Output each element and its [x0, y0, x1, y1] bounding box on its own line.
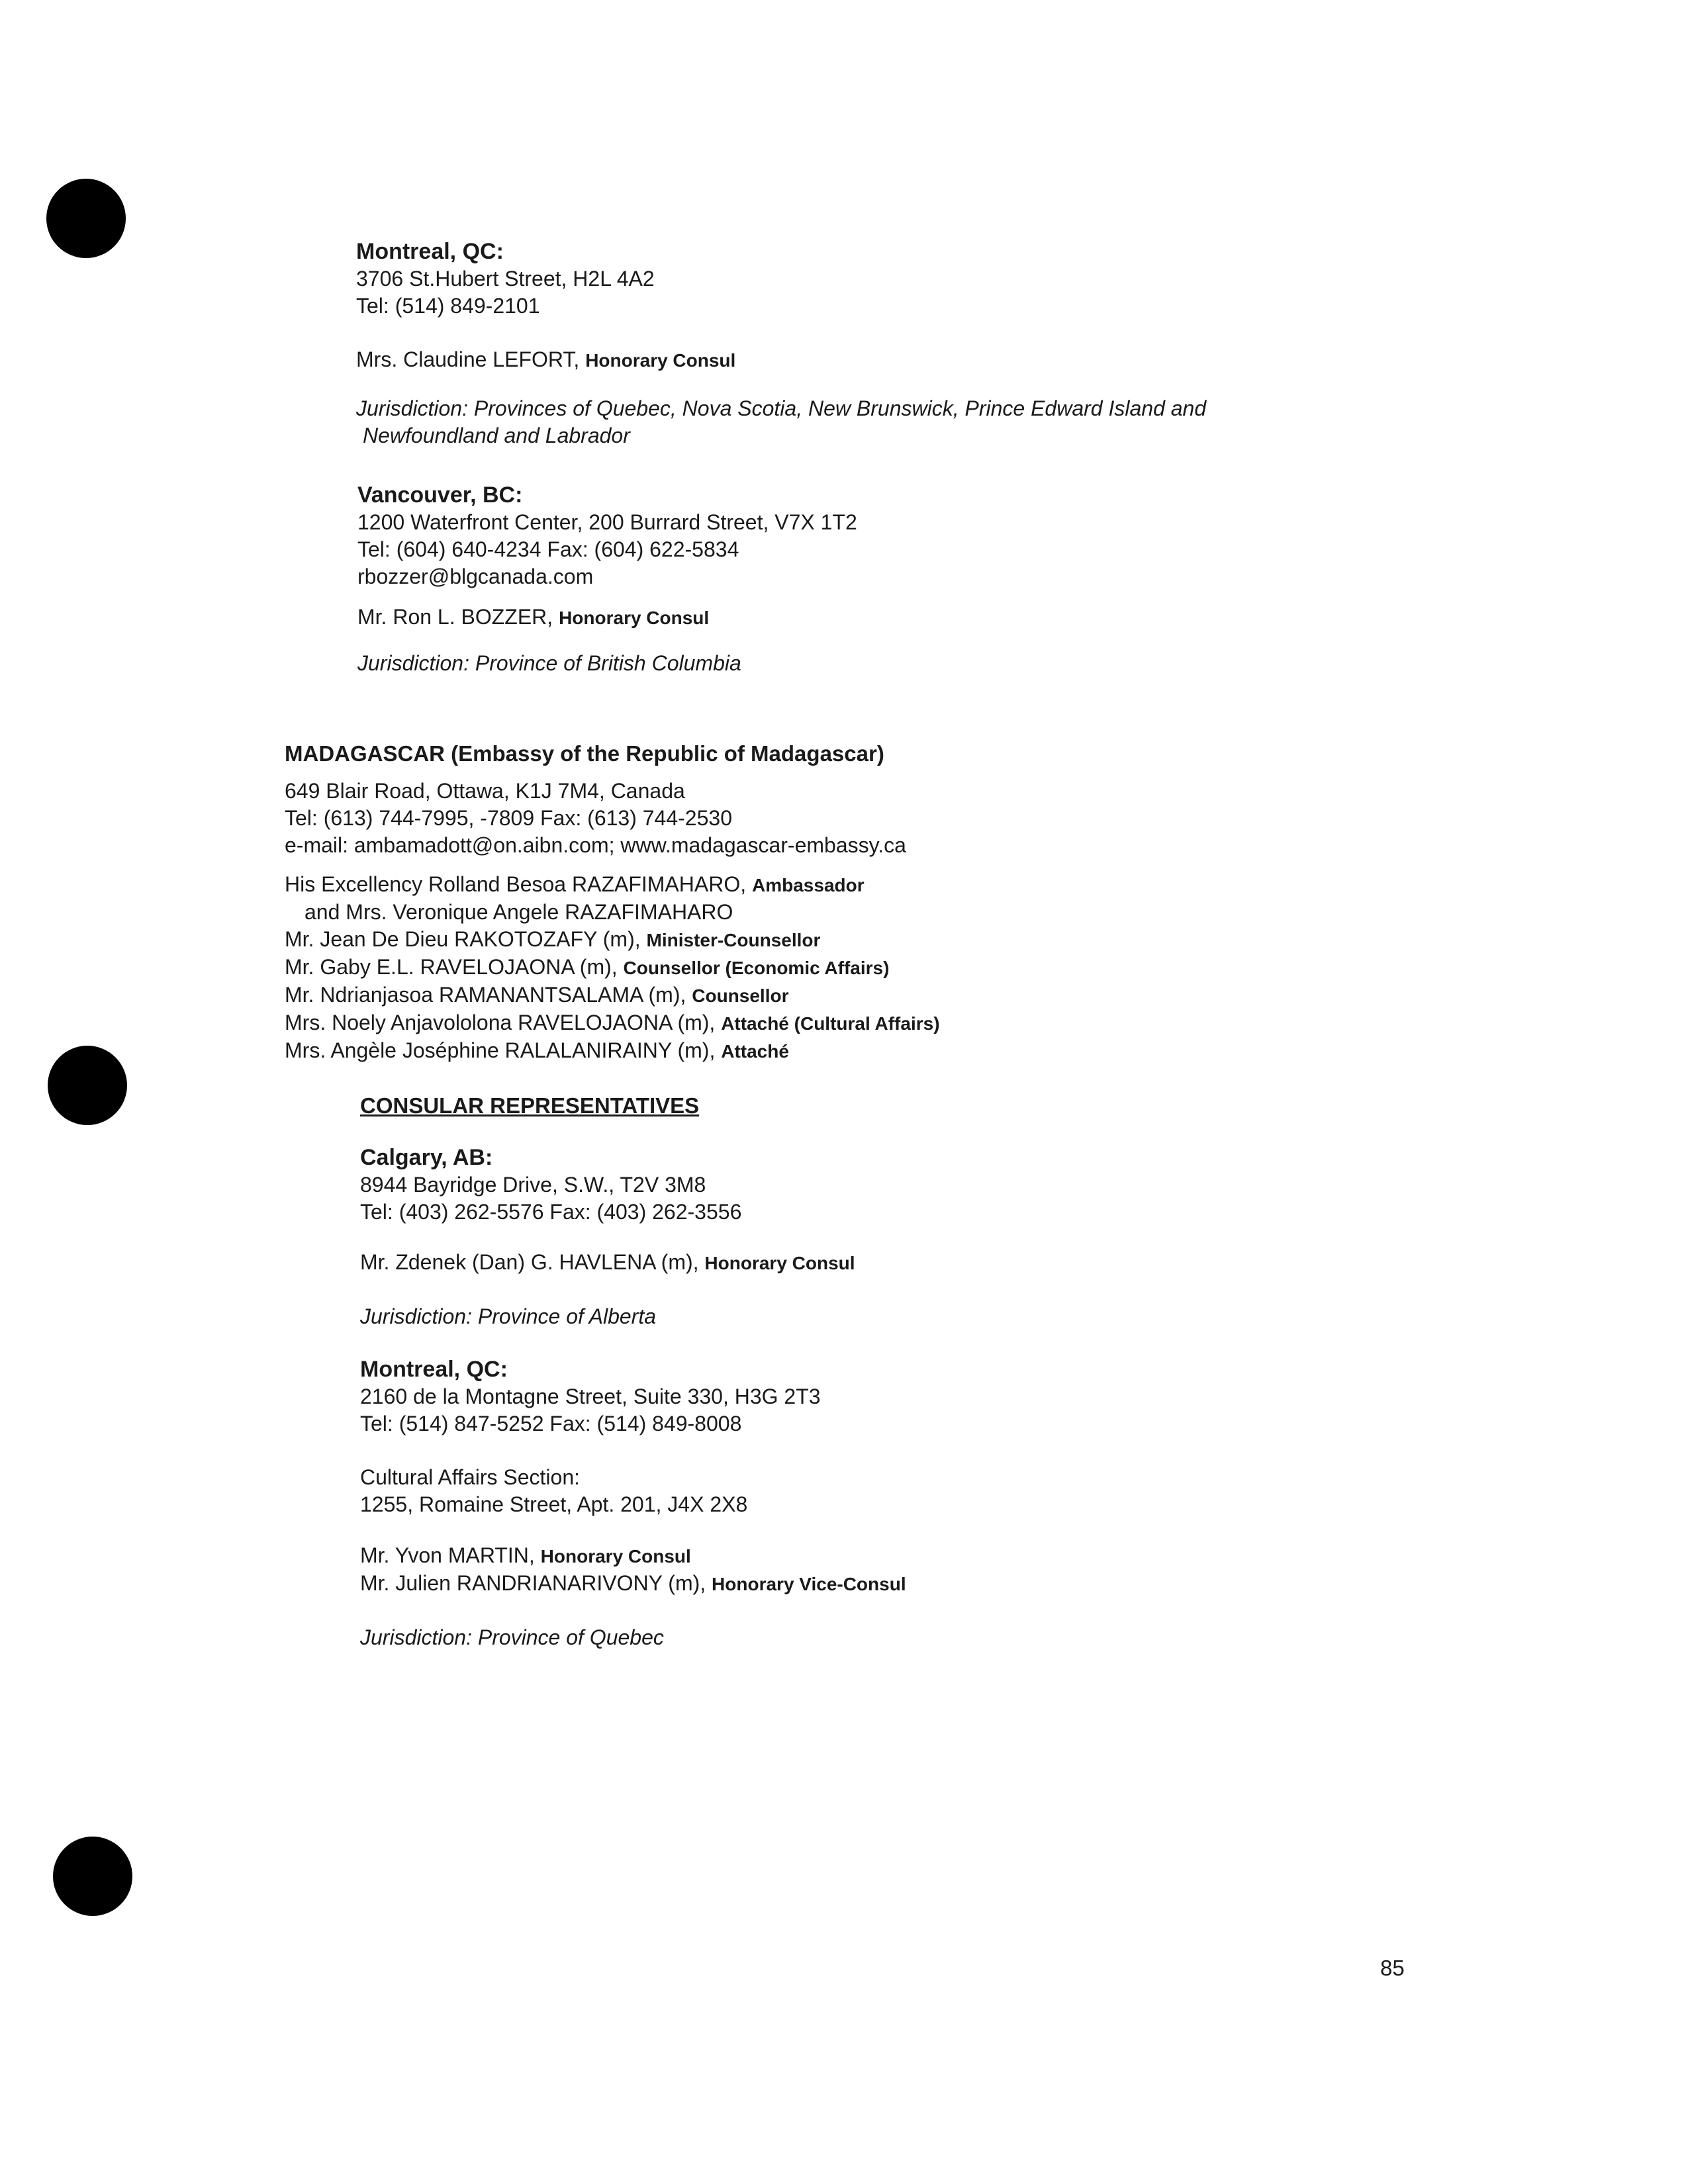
person-name: Mr. Julien RANDRIANARIVONY (m), — [360, 1571, 706, 1595]
montreal-consulate-block — [356, 238, 1206, 449]
person-role: Honorary Vice-Consul — [712, 1574, 906, 1594]
staff-name: Mrs. Noely Anjavololona RAVELOJAONA (m), — [285, 1011, 716, 1034]
staff-role: Attaché — [721, 1041, 789, 1062]
punch-hole-middle — [48, 1046, 127, 1125]
montreal-heading: Montreal, QC: — [360, 1357, 508, 1382]
email-website[interactable]: e-mail: ambamadott@on.aibn.com; www.madagascar-embassy.ca — [285, 833, 906, 857]
jurisdiction-continued: Newfoundland and Labrador — [363, 424, 630, 447]
cultural-section-address: 1255, Romaine Street, Apt. 201, J4X 2X8 — [360, 1492, 748, 1516]
staff-entry — [285, 871, 940, 899]
person-entry — [360, 1542, 906, 1570]
staff-role: Counsellor — [692, 985, 789, 1006]
staff-entry — [285, 954, 940, 981]
staff-entry — [285, 1037, 940, 1065]
address: 649 Blair Road, Ottawa, K1J 7M4, Canada — [285, 779, 685, 803]
telephone: Tel: (514) 847-5252 Fax: (514) 849-8008 — [360, 1412, 742, 1435]
jurisdiction: Jurisdiction: Province of British Columbia — [357, 651, 741, 675]
telephone: Tel: (604) 640-4234 Fax: (604) 622-5834 — [357, 537, 739, 561]
telephone: Tel: (613) 744-7995, -7809 Fax: (613) 744-2530 — [285, 806, 732, 830]
staff-role: Attaché (Cultural Affairs) — [721, 1013, 940, 1034]
staff-role: Minister-Counsellor — [646, 930, 821, 950]
person-entry — [356, 346, 1206, 374]
address: 2160 de la Montagne Street, Suite 330, H3G 2T3 — [360, 1385, 821, 1408]
staff-name: His Excellency Rolland Besoa RAZAFIMAHARO, — [285, 872, 747, 896]
jurisdiction: Jurisdiction: Province of Quebec — [360, 1625, 664, 1649]
address: 3706 St.Hubert Street, H2L 4A2 — [356, 267, 655, 291]
section-heading: Montreal, QC: — [356, 239, 504, 264]
person-entry — [357, 604, 857, 631]
address: 1200 Waterfront Center, 200 Burrard Street, V7X 1T2 — [357, 510, 857, 534]
staff-entry — [285, 981, 940, 1009]
staff-name: Mrs. Angèle Joséphine RALALANIRAINY (m), — [285, 1038, 716, 1062]
person-name: Mr. Zdenek (Dan) G. HAVLENA (m), — [360, 1250, 699, 1274]
punch-hole-bottom — [53, 1837, 132, 1916]
vancouver-consulate-block — [357, 482, 857, 677]
country-title: MADAGASCAR (Embassy of the Republic of Madagascar) — [285, 741, 884, 766]
cultural-section-label: Cultural Affairs Section: — [360, 1465, 581, 1489]
person-entry — [360, 1249, 906, 1277]
staff-entry — [285, 926, 940, 954]
person-role: Honorary Consul — [540, 1546, 691, 1567]
person-role: Honorary Consul — [585, 350, 736, 371]
punch-hole-top — [46, 179, 126, 258]
staff-entry — [285, 1009, 940, 1037]
madagascar-embassy-block — [285, 740, 940, 1065]
email-link[interactable]: rbozzer@blgcanada.com — [357, 565, 594, 588]
person-role: Honorary Consul — [559, 608, 710, 628]
staff-entry — [305, 899, 940, 926]
staff-role: Ambassador — [752, 875, 865, 895]
consular-representatives-block — [360, 1092, 906, 1651]
staff-list — [285, 871, 940, 1065]
calgary-heading: Calgary, AB: — [360, 1145, 493, 1170]
telephone: Tel: (403) 262-5576 Fax: (403) 262-3556 — [360, 1200, 742, 1224]
staff-name: Mr. Gaby E.L. RAVELOJAONA (m), — [285, 955, 618, 979]
staff-name: and Mrs. Veronique Angele RAZAFIMAHARO — [305, 900, 733, 924]
person-name: Mr. Yvon MARTIN, — [360, 1543, 535, 1567]
person-name: Mrs. Claudine LEFORT, — [356, 347, 580, 371]
staff-name: Mr. Ndrianjasoa RAMANANTSALAMA (m), — [285, 983, 686, 1007]
page-number: 85 — [1380, 1956, 1405, 1980]
consular-title: CONSULAR REPRESENTATIVES — [360, 1093, 700, 1118]
person-role: Honorary Consul — [704, 1253, 855, 1273]
address: 8944 Bayridge Drive, S.W., T2V 3M8 — [360, 1173, 706, 1197]
person-name: Mr. Ron L. BOZZER, — [357, 605, 553, 629]
jurisdiction: Jurisdiction: Province of Alberta — [360, 1304, 657, 1328]
staff-role: Counsellor (Economic Affairs) — [623, 958, 890, 978]
section-heading: Vancouver, BC: — [357, 482, 523, 508]
jurisdiction: Jurisdiction: Provinces of Quebec, Nova Scotia, New Brunswick, Prince Edward Island and — [356, 396, 1207, 420]
telephone: Tel: (514) 849-2101 — [356, 294, 540, 318]
person-entry — [360, 1570, 906, 1598]
staff-name: Mr. Jean De Dieu RAKOTOZAFY (m), — [285, 927, 641, 951]
